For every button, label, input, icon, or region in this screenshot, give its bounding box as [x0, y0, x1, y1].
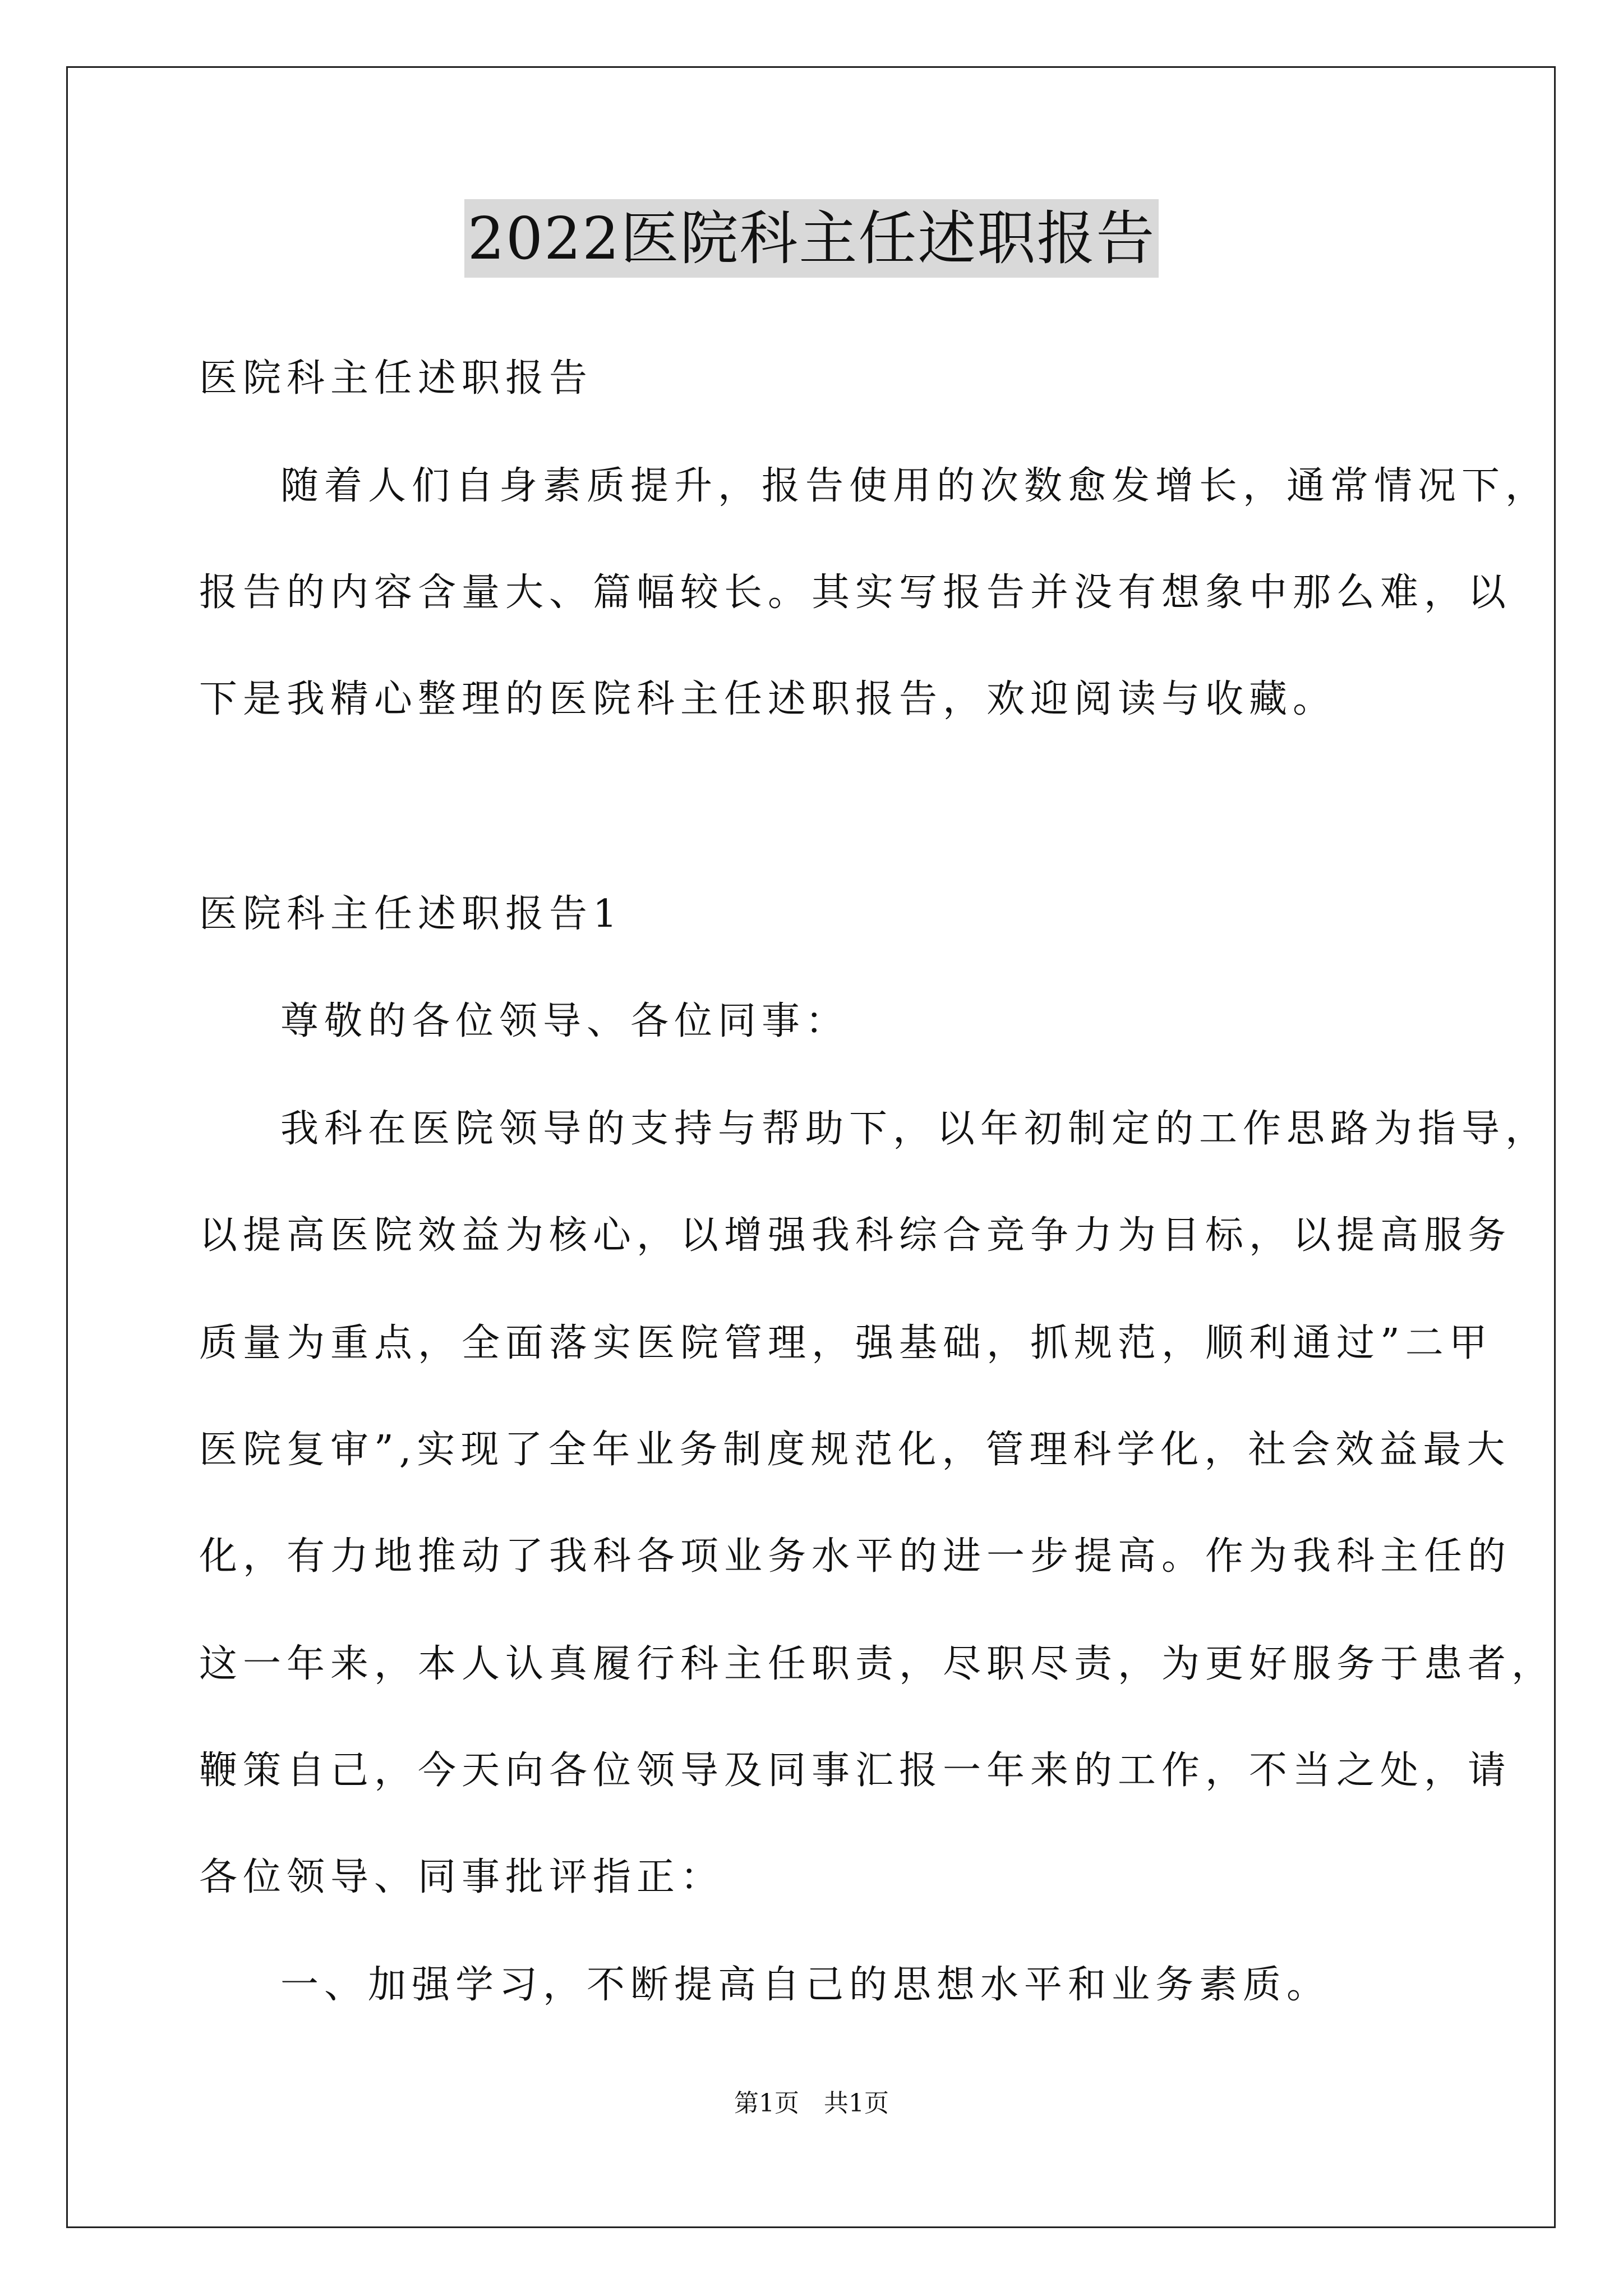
subtitle-line: 医院科主任述职报告 — [199, 356, 593, 401]
paragraph-line: 以提高医院效益为核心，以增强我科综合竞争力为目标，以提高服务 — [199, 1213, 1512, 1258]
document-title: 2022医院科主任述职报告 — [464, 199, 1159, 278]
title-container — [0, 199, 1623, 278]
page-footer: 第1页 共1页 — [734, 2089, 889, 2118]
paragraph-line: 各位领导、同事批评指正： — [199, 1855, 725, 1899]
paragraph-line: 报告的内容含量大、篇幅较长。其实写报告并没有想象中那么难，以 — [199, 570, 1512, 615]
paragraph-line: 医院复审”,实现了全年业务制度规范化，管理科学化，社会效益最大 — [199, 1428, 1511, 1472]
paragraph-line: 随着人们自身素质提升，报告使用的次数愈发增长，通常情况下， — [280, 464, 1550, 508]
section-heading: 医院科主任述职报告1 — [199, 892, 623, 936]
paragraph-line: 我科在医院领导的支持与帮助下，以年初制定的工作思路为指导， — [280, 1107, 1550, 1151]
section-heading: 一、加强学习，不断提高自己的思想水平和业务素质。 — [280, 1963, 1331, 2007]
paragraph-line: 鞭策自己，今天向各位领导及同事汇报一年来的工作，不当之处，请 — [199, 1749, 1512, 1793]
paragraph-line: 化，有力地推动了我科各项业务水平的进一步提高。作为我科主任的 — [199, 1534, 1512, 1579]
paragraph-line: 质量为重点，全面落实医院管理，强基础，抓规范，顺利通过”二甲 — [199, 1321, 1493, 1365]
paragraph-line: 这一年来，本人认真履行科主任职责，尽职尽责，为更好服务于患者， — [199, 1642, 1556, 1686]
salutation-line: 尊敬的各位领导、各位同事： — [280, 999, 850, 1043]
paragraph-line: 下是我精心整理的医院科主任述职报告，欢迎阅读与收藏。 — [199, 677, 1337, 721]
